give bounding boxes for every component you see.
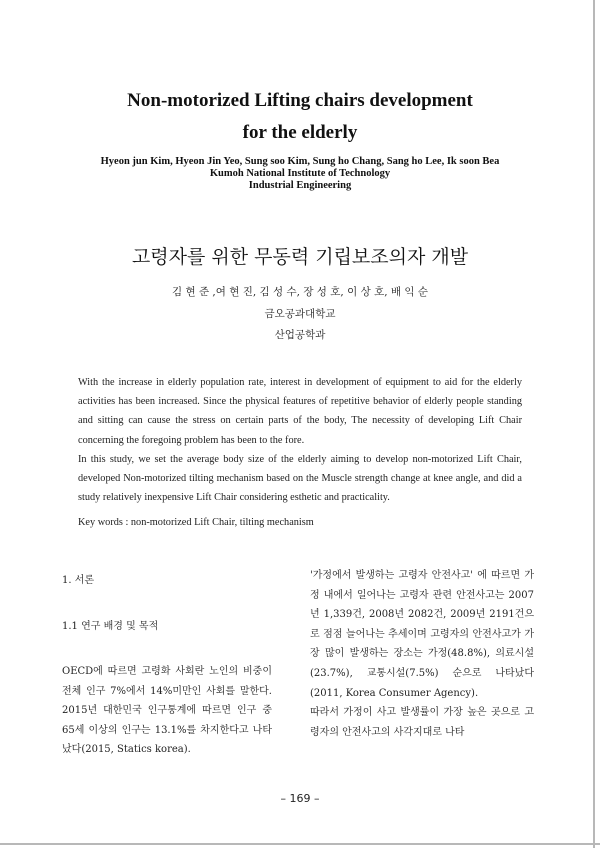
abstract (78, 373, 522, 507)
page-edge-right (593, 0, 595, 848)
right-column-body (310, 566, 534, 742)
paper-title-line1: Non-motorized Lifting chairs development (127, 90, 473, 111)
korean-authors: 김 현 준 ,여 현 진, 김 성 수, 장 성 호, 이 상 호, 배 익 순 (171, 286, 428, 298)
paper-title-line2: for the elderly (242, 122, 358, 143)
page-number: – 169 – (280, 792, 320, 805)
section-heading: 1. 서론 (62, 575, 95, 586)
subsection-heading: 1.1 연구 배경 및 목적 (62, 621, 159, 632)
korean-institute: 금오공과대학교 (264, 308, 336, 320)
abstract-paragraph-1: With the increase in elderly population rate, interest in development of equipment to aid for the elderly activities has been increased. Since the physical features of repetitive behavior of elderly people standing and sitting can cause the stress on certain parts of the body, The necessity of developing Lift Chair concerning the foregoing problem has been to the fore. (78, 377, 522, 446)
left-column-body (62, 662, 272, 760)
right-paragraph-2: 따라서 가정이 사고 발생률이 가장 높은 곳으로 고령자의 안전사고의 사각지대로 나타 (310, 707, 534, 738)
korean-department: 산업공학과 (274, 329, 326, 341)
keywords: Key words : non-motorized Lift Chair, tilting mechanism (78, 517, 314, 528)
left-paragraph: OECD에 따르면 고령화 사회란 노인의 비중이 전체 인구 7%에서 14%미만인 사회를 말한다. 2015년 대한민국 인구통계에 따르면 인구 중 65세 이상의 인구는 13.1%를 차지한다고 나타났다(2015, Statics korea). (62, 666, 272, 755)
author-institute: Kumoh National Institute of Technology (209, 168, 391, 179)
korean-title: 고령자를 위한 무동력 기립보조의자 개발 (131, 246, 469, 268)
abstract-paragraph-2: In this study, we set the average body size of the elderly aiming to develop non-motorized Lift Chair, developed Non-motorized tilting mechanism based on the Muscle strength change at knee angle, and did a study relatively inexpensive Lift Chair considering esthetic and practicality. (78, 453, 522, 504)
page-edge-bottom (0, 843, 600, 845)
author-names: Hyeon jun Kim, Hyeon Jin Yeo, Sung soo Kim, Sung ho Chang, Sang ho Lee, Ik soon Bea (100, 156, 500, 167)
right-paragraph-1: '가정에서 발생하는 고령자 안전사고' 에 따르면 가정 내에서 일어나는 고령자 관련 안전사고는 2007년 1,339건, 2008년 2082건, 2009년 2191건으로 점점 늘어나는 추세이며 고령자의 안전사고가 가장 많이 발생하는 장소는 가정(48.8%), 의료시설(23.7%), 교통시설(7.5%) 순으로 나타났다(2011, Korea Consumer Agency). (310, 570, 534, 699)
author-department: Industrial Engineering (248, 180, 352, 191)
